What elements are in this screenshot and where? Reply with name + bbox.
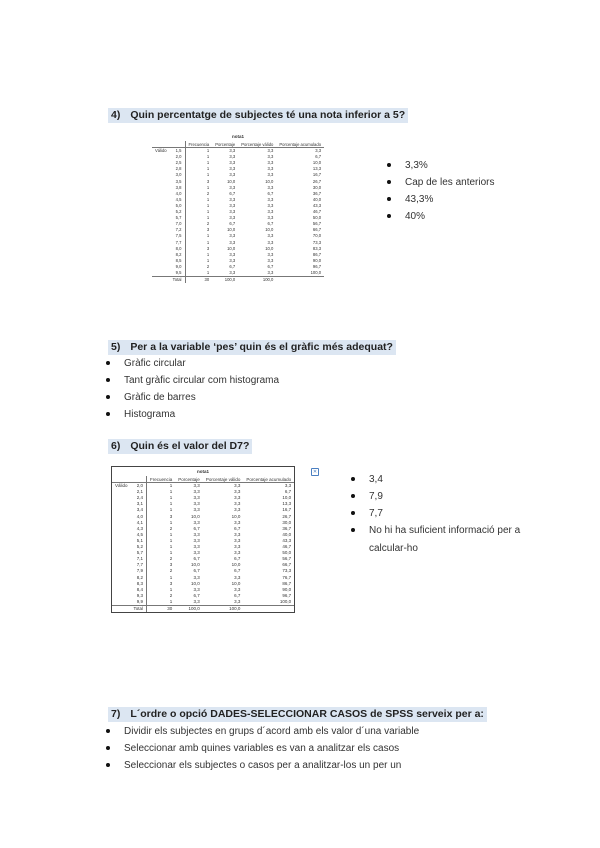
question-text: L´ordre o opció DADES-SELECCIONAR CASOS de SPSS serveix per a: <box>130 708 484 720</box>
row-group-label: Válido <box>155 148 167 154</box>
column-header: Porcentaje <box>212 141 238 148</box>
table-cell: 26,7 <box>312 178 322 184</box>
table-cell: 66,7 <box>282 562 292 568</box>
table-cell: 1 <box>169 544 173 550</box>
question-number: 6) <box>111 440 121 452</box>
column-header: Porcentaje <box>175 476 203 483</box>
table-cell: 3,3 <box>193 489 200 495</box>
column-header: Frecuencia <box>185 141 212 148</box>
table-cell: 6,7 <box>193 525 200 531</box>
expand-icon[interactable]: ✕ <box>312 469 318 475</box>
table-cell: 3,3 <box>267 184 274 190</box>
table-cell: 3,3 <box>234 574 241 580</box>
table-cell: 3,3 <box>193 550 200 556</box>
table-cell: 3,3 <box>229 209 236 215</box>
table-cell: 56,7 <box>312 221 322 227</box>
row-group-label: Válido <box>115 483 128 489</box>
row-label: Total <box>131 605 147 612</box>
table-cell: 3,3 <box>193 544 200 550</box>
table-cell: 1 <box>206 257 210 263</box>
table-cell: 10,0 <box>191 513 200 519</box>
table-cell: 1 <box>206 269 210 275</box>
table-cell: 1 <box>206 202 210 208</box>
option-item[interactable]: Dividir els subjectes en grups d´acord amb els valor d´una variable <box>106 723 419 740</box>
table-cell: 3,3 <box>229 257 236 263</box>
table-cell: 13,3 <box>312 166 322 172</box>
table-cell: 3,3 <box>267 160 274 166</box>
table-cell: 1 <box>169 495 173 501</box>
table-cell: 6,7 <box>229 221 236 227</box>
question-5-options <box>106 355 279 423</box>
table-cell: 3,3 <box>229 166 236 172</box>
table-cell: 3 <box>206 245 210 251</box>
table-cell: 3,3 <box>234 495 241 501</box>
option-item[interactable]: Tant gràfic circular com histograma <box>106 372 279 389</box>
question-6-title <box>108 439 252 454</box>
table-cell: 1 <box>169 537 173 543</box>
table-cell: 6,7 <box>193 556 200 562</box>
table-cell: 3,3 <box>193 483 200 489</box>
table-cell: 6,7 <box>234 556 241 562</box>
table-cell: 3,3 <box>193 537 200 543</box>
table-cell: 1 <box>169 507 173 513</box>
table-cell: 100,0 <box>279 598 292 604</box>
question-7-title <box>108 707 487 722</box>
table-cell: 86,7 <box>282 580 292 586</box>
question-text: Per a la variable ‘pes’ quin és el gràfic més adequat? <box>130 341 393 353</box>
table-cell: 100,0 <box>238 277 276 284</box>
row-label: 8,5 <box>170 258 185 264</box>
table-cell: 3,3 <box>229 251 236 257</box>
table-cell: 2 <box>206 190 210 196</box>
table-cell: 10,0 <box>265 227 274 233</box>
row-label: 3,0 <box>170 172 185 178</box>
row-label: 1,5 <box>170 148 185 155</box>
table-cell: 10,0 <box>265 245 274 251</box>
row-label: 3,4 <box>131 507 147 513</box>
table-cell: 3 <box>169 513 173 519</box>
table-cell: 3,3 <box>234 537 241 543</box>
table-cell: 1 <box>169 586 173 592</box>
table-cell: 3,3 <box>229 160 236 166</box>
table-cell: 73,3 <box>312 239 322 245</box>
table-row <box>152 148 324 155</box>
question-text: Quin és el valor del D7? <box>130 440 250 452</box>
row-label: 5,0 <box>170 203 185 209</box>
row-label: 2,0 <box>170 154 185 160</box>
table-cell: 3,3 <box>267 239 274 245</box>
table-cell: 100,0 <box>310 269 322 275</box>
table-cell: 1 <box>169 574 173 580</box>
table-cell: 6,7 <box>193 568 200 574</box>
table-cell: 3,3 <box>234 550 241 556</box>
table-cell: 3,3 <box>267 202 274 208</box>
column-header: Porcentaje acumulado <box>276 141 324 148</box>
table-cell: 3,3 <box>234 489 241 495</box>
table-cell: 1 <box>206 184 210 190</box>
question-text: Quin percentatge de subjectes té una nota inferior a 5? <box>130 109 406 121</box>
table-cell: 3,3 <box>229 196 236 202</box>
table-cell: 10,0 <box>282 495 292 501</box>
table-cell: 3,3 <box>234 483 241 489</box>
option-item[interactable]: 7,9 <box>351 488 541 505</box>
table-cell: 3,3 <box>229 269 236 275</box>
table-cell: 2 <box>206 263 210 269</box>
table-cell: 10,0 <box>227 178 236 184</box>
table-cell: 70,0 <box>312 233 322 239</box>
frequency-table-q4 <box>152 132 324 283</box>
table-cell: 3,3 <box>267 215 274 221</box>
table-cell: 40,0 <box>312 196 322 202</box>
table-cell: 3 <box>206 178 210 184</box>
table-cell: 3,3 <box>267 269 274 275</box>
table-cell: 10,0 <box>231 562 241 568</box>
table-cell: 3,3 <box>267 148 274 154</box>
table-cell: 6,7 <box>229 190 236 196</box>
option-item[interactable]: 43,3% <box>387 191 495 208</box>
table-cell: 1 <box>169 501 173 507</box>
question-7-options <box>106 723 419 774</box>
table-cell: 46,7 <box>312 209 322 215</box>
table-row <box>112 483 294 490</box>
option-item[interactable]: Histograma <box>106 406 279 423</box>
table-cell: 6,7 <box>234 568 241 574</box>
table-cell: 1 <box>206 215 210 221</box>
question-number: 4) <box>111 109 121 121</box>
table-cell: 76,7 <box>282 574 292 580</box>
frequency-table <box>112 467 294 612</box>
table-cell: 1 <box>206 251 210 257</box>
row-label: 4,5 <box>131 532 147 538</box>
table-total-row <box>112 605 294 612</box>
row-label: 5,7 <box>170 215 185 221</box>
table-cell: 43,3 <box>312 202 322 208</box>
row-label: 2,8 <box>170 166 185 172</box>
table-cell: 3,3 <box>193 519 200 525</box>
row-label: 5,1 <box>131 538 147 544</box>
table-cell: 1 <box>206 154 210 160</box>
table-cell: 6,7 <box>267 263 274 269</box>
table-cell <box>243 605 294 612</box>
row-label: 9,5 <box>170 270 185 277</box>
row-label: 4,1 <box>131 520 147 526</box>
table-cell: 3,3 <box>267 251 274 257</box>
table-cell: 66,7 <box>312 227 322 233</box>
table-cell: 13,3 <box>282 501 292 507</box>
row-label: 2,1 <box>131 489 147 495</box>
question-5-title <box>108 340 396 355</box>
table-cell: 3,3 <box>193 598 200 604</box>
row-label: 4,0 <box>170 191 185 197</box>
table-cell: 100,0 <box>175 605 203 612</box>
table-cell: 50,0 <box>282 550 292 556</box>
table-cell: 90,0 <box>282 586 292 592</box>
question-4-title <box>108 108 408 123</box>
row-label: 7,5 <box>170 233 185 239</box>
question-6-options <box>351 471 541 558</box>
column-header: Frecuencia <box>147 476 176 483</box>
table-cell: 1 <box>206 172 210 178</box>
table-cell: 10,0 <box>227 245 236 251</box>
option-item[interactable]: Gràfic de barres <box>106 389 279 406</box>
table-cell: 3,3 <box>234 501 241 507</box>
table-cell: 1 <box>206 209 210 215</box>
table-cell: 46,7 <box>282 544 292 550</box>
table-cell: 1 <box>206 233 210 239</box>
option-item[interactable]: 3,4 <box>351 471 541 488</box>
column-header: Porcentaje acumulado <box>243 476 294 483</box>
table-cell: 36,7 <box>282 525 292 531</box>
row-label: 4,0 <box>131 514 147 520</box>
row-label: 7,9 <box>131 568 147 574</box>
row-label: 7,7 <box>131 562 147 568</box>
table-cell: 2 <box>169 556 173 562</box>
row-label: 2,4 <box>131 495 147 501</box>
option-item[interactable]: 7,7 <box>351 505 541 522</box>
table-cell: 3,3 <box>193 574 200 580</box>
table-cell: 3,3 <box>229 202 236 208</box>
table-cell: 3,3 <box>229 154 236 160</box>
table-cell: 3,3 <box>229 148 236 154</box>
table-cell: 30,0 <box>312 184 322 190</box>
table-cell: 86,7 <box>312 251 322 257</box>
table-cell: 3,3 <box>193 507 200 513</box>
table-cell: 1 <box>169 489 173 495</box>
table-cell: 10,0 <box>227 227 236 233</box>
table-cell: 3,3 <box>193 501 200 507</box>
table-cell: 3,3 <box>229 215 236 221</box>
table-cell: 30 <box>185 277 212 284</box>
table-cell: 3,3 <box>267 257 274 263</box>
option-item[interactable]: No hi ha suficient informació per a calcular-ho <box>351 522 541 558</box>
table-cell: 1 <box>206 166 210 172</box>
table-cell: 16,7 <box>282 507 292 513</box>
table-cell: 3,3 <box>267 166 274 172</box>
table-cell: 1 <box>206 160 210 166</box>
row-label: 7,7 <box>170 240 185 246</box>
table-cell: 96,7 <box>312 263 322 269</box>
table-cell: 3,3 <box>267 172 274 178</box>
question-number: 7) <box>111 708 121 720</box>
table-cell: 2 <box>206 221 210 227</box>
table-cell: 30 <box>147 605 176 612</box>
option-item[interactable]: Gràfic circular <box>106 355 279 372</box>
row-label: 3,1 <box>131 501 147 507</box>
row-label: 3,5 <box>170 179 185 185</box>
table-cell: 3,3 <box>193 586 200 592</box>
table-cell: 10,0 <box>312 160 322 166</box>
table-cell: 3,3 <box>234 586 241 592</box>
table-cell: 1 <box>169 531 173 537</box>
table-cell: 3,3 <box>284 483 292 489</box>
table-cell: 6,7 <box>284 489 292 495</box>
row-label: 3,8 <box>170 185 185 191</box>
row-label: 8,0 <box>170 246 185 252</box>
row-label: 2,0 <box>131 483 147 490</box>
table-cell: 36,7 <box>312 190 322 196</box>
row-label: 2,5 <box>170 160 185 166</box>
question-4-options <box>387 157 495 225</box>
row-label: 5,2 <box>170 209 185 215</box>
table-cell: 56,7 <box>282 556 292 562</box>
table-cell: 3,3 <box>234 507 241 513</box>
table-cell: 3,3 <box>234 598 241 604</box>
column-header: Porcentaje válido <box>203 476 244 483</box>
table-cell: 3 <box>206 227 210 233</box>
table-cell: 3,3 <box>234 544 241 550</box>
option-item[interactable]: 40% <box>387 208 495 225</box>
table-cell: 3,3 <box>315 148 322 154</box>
table-cell: 2 <box>169 592 173 598</box>
row-label: 9,0 <box>170 264 185 270</box>
table-caption: nota1 <box>232 134 245 139</box>
table-cell: 96,7 <box>282 592 292 598</box>
table-cell: 1 <box>169 598 173 604</box>
table-cell: 43,3 <box>282 537 292 543</box>
table-cell <box>276 277 324 284</box>
table-cell: 6,7 <box>234 592 241 598</box>
table-cell: 6,7 <box>229 263 236 269</box>
row-label: 7,1 <box>131 556 147 562</box>
row-group-label <box>152 270 170 277</box>
table-cell: 10,0 <box>191 562 200 568</box>
table-cell: 90,0 <box>312 257 322 263</box>
option-item[interactable]: Seleccionar els subjectes o casos per a analitzar-los un per un <box>106 757 419 774</box>
table-cell: 50,0 <box>312 215 322 221</box>
row-label: 9,3 <box>131 593 147 599</box>
row-label: 7,0 <box>170 221 185 227</box>
table-cell: 1 <box>169 550 173 556</box>
table-cell: 3 <box>169 580 173 586</box>
table-cell: 26,7 <box>282 513 292 519</box>
table-row <box>112 599 294 606</box>
table-cell: 30,0 <box>282 519 292 525</box>
table-cell: 3,3 <box>193 495 200 501</box>
table-cell: 3,3 <box>234 531 241 537</box>
row-group-label <box>112 599 131 606</box>
table-cell: 3,3 <box>229 239 236 245</box>
table-cell: 3,3 <box>229 184 236 190</box>
table-cell: 3,3 <box>267 154 274 160</box>
table-cell: 3,3 <box>193 531 200 537</box>
row-label: 4,5 <box>170 197 185 203</box>
table-cell: 1 <box>169 483 173 489</box>
table-cell: 3,3 <box>267 233 274 239</box>
frequency-table-q6 <box>111 466 295 613</box>
row-label: 8,2 <box>170 252 185 258</box>
table-cell: 3,3 <box>229 172 236 178</box>
table-cell: 6,7 <box>193 592 200 598</box>
table-cell: 10,0 <box>231 513 241 519</box>
question-number: 5) <box>111 341 121 353</box>
table-caption: nota1 <box>197 469 210 474</box>
column-header: Porcentaje válido <box>238 141 276 148</box>
table-cell: 10,0 <box>191 580 200 586</box>
table-cell: 3,3 <box>234 519 241 525</box>
table-cell: 1 <box>206 148 210 154</box>
table-total-row <box>152 277 324 284</box>
table-cell: 100,0 <box>212 277 238 284</box>
table-cell: 1 <box>206 196 210 202</box>
table-row <box>152 270 324 277</box>
row-label: Total <box>170 277 185 284</box>
row-label: 5,7 <box>131 550 147 556</box>
option-item[interactable]: 3,3% <box>387 157 495 174</box>
table-cell: 6,7 <box>267 190 274 196</box>
row-label: 8,2 <box>131 575 147 581</box>
row-label: 8,3 <box>131 581 147 587</box>
table-cell: 2 <box>169 568 173 574</box>
table-cell: 6,7 <box>315 154 322 160</box>
table-cell: 83,3 <box>312 245 322 251</box>
table-cell: 10,0 <box>231 580 241 586</box>
table-cell: 1 <box>169 519 173 525</box>
table-cell: 1 <box>206 239 210 245</box>
table-cell: 10,0 <box>265 178 274 184</box>
table-cell: 3,3 <box>267 196 274 202</box>
option-item[interactable]: Seleccionar amb quines variables es van a analitzar els casos <box>106 740 419 757</box>
option-item[interactable]: Cap de les anteriors <box>387 174 495 191</box>
row-label: 5,2 <box>131 544 147 550</box>
table-cell: 3,3 <box>229 233 236 239</box>
table-cell: 3,3 <box>267 209 274 215</box>
row-label: 7,2 <box>170 227 185 233</box>
table-cell: 40,0 <box>282 531 292 537</box>
table-cell: 3 <box>169 562 173 568</box>
table-cell: 6,7 <box>234 525 241 531</box>
table-cell: 6,7 <box>267 221 274 227</box>
table-cell: 16,7 <box>312 172 322 178</box>
row-label: 8,4 <box>131 587 147 593</box>
table-cell: 100,0 <box>203 605 244 612</box>
row-label: 9,9 <box>131 599 147 606</box>
row-label: 4,3 <box>131 526 147 532</box>
table-cell: 2 <box>169 525 173 531</box>
frequency-table <box>152 132 324 283</box>
table-cell: 73,3 <box>282 568 292 574</box>
